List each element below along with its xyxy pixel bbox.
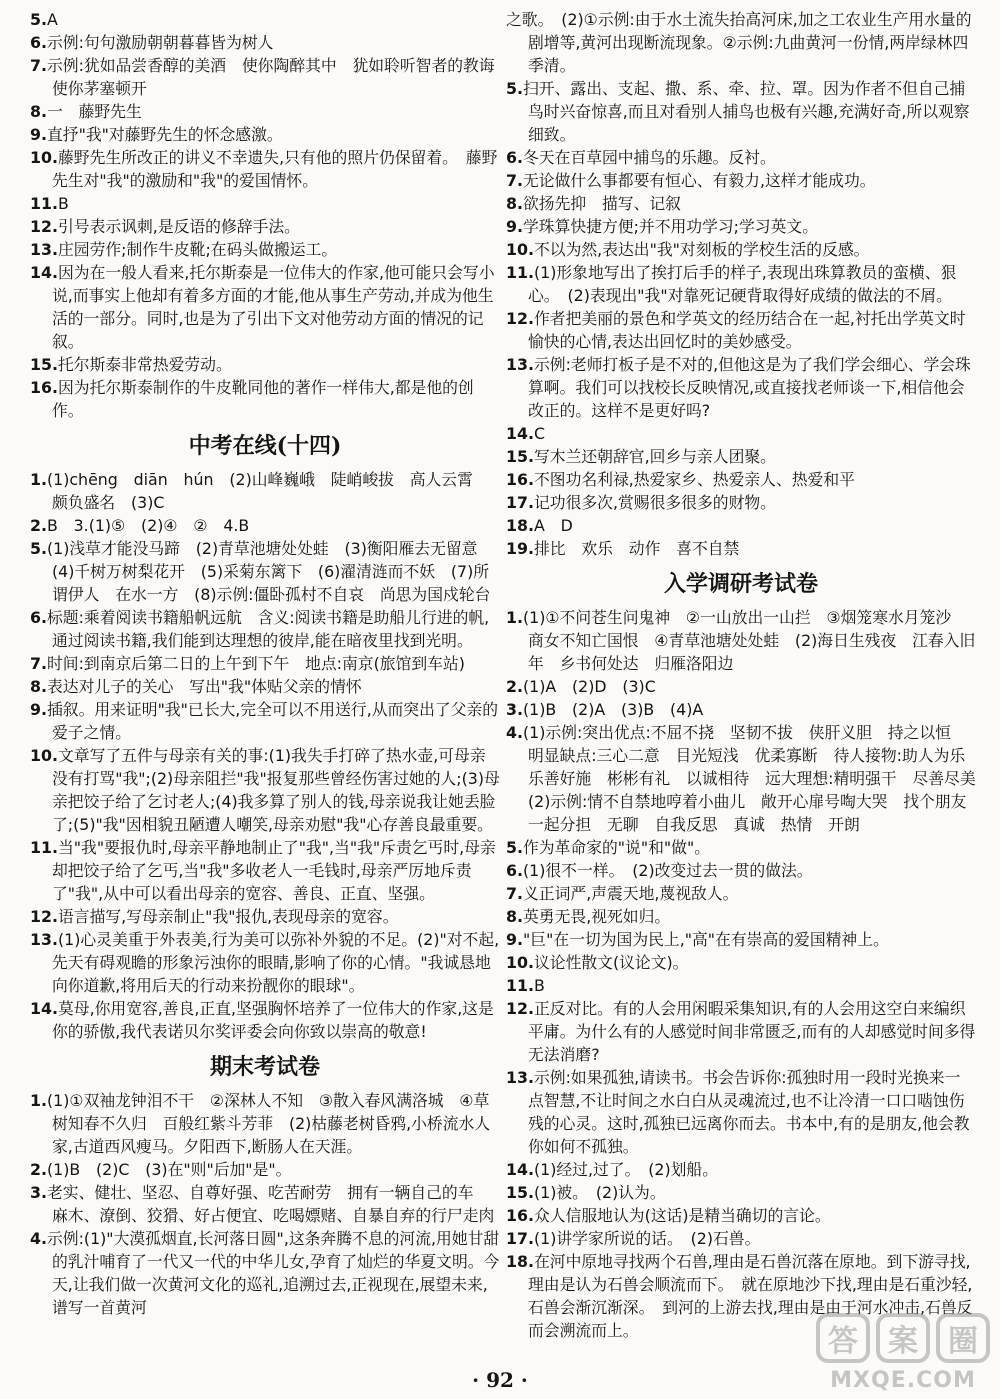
answer-text: 英勇无畏,视死如归。 <box>523 907 671 926</box>
answer-text: 众人信服地认为(这话)是精当确切的言论。 <box>533 1206 831 1225</box>
answer-item <box>506 1227 976 1250</box>
answer-text: 一 藤野先生 <box>47 102 142 121</box>
left-answer-column <box>30 8 511 1319</box>
answer-number: 11. <box>506 976 534 995</box>
answer-text: B <box>57 194 69 213</box>
answer-number: 1. <box>30 470 47 489</box>
watermark-logo-char-1: 答 <box>828 1324 858 1359</box>
answer-text: B <box>533 976 545 995</box>
answer-item <box>30 836 500 905</box>
answer-text: (1)被。 (2)认为。 <box>533 1183 666 1202</box>
watermark-url: MXQE.COM <box>830 1368 976 1393</box>
answer-text: 当"我"要报仇时,母亲平静地制止了"我",当"我"斥责乞丐时,母亲却把饺子给了乞丐,当"我"多收老人一毛钱时,母亲严厉地斥责了"我",从中可以看出母亲的宽容、善良、正直、坚强。 <box>52 838 496 903</box>
answer-number: 17. <box>506 493 534 512</box>
answer-number: 2. <box>30 1160 47 1179</box>
answer-number: 10. <box>506 953 534 972</box>
answer-number: 4. <box>506 723 523 742</box>
answer-number: 7. <box>506 171 523 190</box>
answer-number: 7. <box>30 654 47 673</box>
answer-number: 9. <box>506 930 523 949</box>
answer-text: (1)讲学家所说的话。 (2)石兽。 <box>533 1229 761 1248</box>
answer-text: (1)B (2)A (3)B (4)A <box>523 700 704 719</box>
answer-number: 18. <box>506 1252 534 1271</box>
answer-text: 示例:句句激励朝朝暮暮皆为树人 <box>47 33 274 52</box>
answer-item <box>506 215 976 238</box>
answer-text: 议论性散文(议论文)。 <box>533 953 689 972</box>
answer-item <box>506 146 976 169</box>
answer-number: 5. <box>30 10 47 29</box>
answer-number: 5. <box>506 838 523 857</box>
answer-text: 扫开、露出、支起、撒、系、牵、拉、罩。因为作者不但自己捕鸟时兴奋惊喜,而且对看别人捕鸟也极有兴趣,充满好奇,所以观察细致。 <box>523 79 970 144</box>
answer-number: 10. <box>30 148 58 167</box>
answer-number: 11. <box>30 838 58 857</box>
answer-number: 16. <box>506 470 534 489</box>
answer-text: A <box>47 10 58 29</box>
right-answer-column <box>506 8 992 1342</box>
answer-item <box>506 859 976 882</box>
answer-number: 13. <box>506 355 534 374</box>
answer-item <box>30 675 500 698</box>
answer-item <box>506 698 976 721</box>
answer-item <box>30 192 500 215</box>
answer-text: (1)①双袖龙钟泪不干 ②深林人不知 ③散入春风满洛城 ④草树知春不久归 百般红紫斗芳菲 (2)枯藤老树昏鸦,小桥流水人家,古道西风瘦马。夕阳西下,断肠人在天涯。 <box>47 1091 491 1156</box>
answer-number: 6. <box>506 148 523 167</box>
answer-item <box>30 1227 500 1319</box>
answer-item <box>30 261 500 353</box>
answer-text: A D <box>533 516 573 535</box>
answer-item <box>30 123 500 146</box>
answer-text: 因为在一般人看来,托尔斯泰是一位伟大的作家,他可能只会写小说,而事实上他却有着多方面的才能,他从事生产劳动,并成为他生活的一部分。同时,也是为了引出下文对他劳动方面的情况的记叙。 <box>52 263 495 351</box>
answer-text: 学珠算快捷方便;并不用功学习;学习英文。 <box>523 217 818 236</box>
answer-continuation <box>506 8 976 77</box>
answer-item <box>506 192 976 215</box>
page-number: · 92 · <box>472 1368 528 1392</box>
answer-item <box>30 353 500 376</box>
answer-text: (1)A (2)D (3)C <box>523 677 656 696</box>
site-watermark <box>814 1309 992 1393</box>
answer-number: 13. <box>506 1068 534 1087</box>
answer-number: 5. <box>30 539 47 558</box>
answer-number: 10. <box>506 240 534 259</box>
answer-item <box>30 100 500 123</box>
answer-number: 11. <box>506 263 534 282</box>
answer-text: 义正词严,声震天地,蔑视敌人。 <box>523 884 739 903</box>
section-heading: 中考在线(十四) <box>188 433 342 459</box>
answer-text: 老实、健壮、坚忍、自尊好强、吃苦耐劳 拥有一辆自己的车 麻木、潦倒、狡猾、好占便宜、吃喝嫖赌、自暴自弃的行尸走肉 <box>47 1183 495 1225</box>
answer-text: 直抒"我"对藤野先生的怀念感激。 <box>47 125 283 144</box>
answer-number: 16. <box>30 378 58 397</box>
answer-item <box>30 238 500 261</box>
answer-number: 19. <box>506 539 534 558</box>
answer-text: 莫母,你用宽容,善良,正直,坚强胸怀培养了一位伟大的作家,这是你的骄傲,我代表诺贝尔奖评委会向你致以崇高的敬意! <box>52 999 494 1041</box>
answer-number: 3. <box>30 1183 47 1202</box>
answer-item <box>30 537 500 606</box>
answer-item <box>506 836 976 859</box>
answer-number: 14. <box>506 1160 534 1179</box>
answer-text: (1)很不一样。 (2)改变过去一贯的做法。 <box>523 861 813 880</box>
watermark-logo-icon <box>814 1309 992 1367</box>
watermark-logo-char-2: 案 <box>888 1324 918 1359</box>
answer-text: 在河中原地寻找两个石兽,理由是石兽沉落在原地。到下游寻找,理由是认为石兽会顺流而下。 就在原地沙下找,理由是石重沙轻,石兽会渐沉渐深。 到河的上游去找,理由是由于河水冲击,石兽反而会溯流而上。 <box>528 1252 973 1340</box>
answer-item <box>30 1158 500 1181</box>
answer-item <box>506 307 976 353</box>
answer-item <box>506 169 976 192</box>
answer-text: 冬天在百草园中捕鸟的乐趣。反衬。 <box>523 148 776 167</box>
answer-text: (1)B (2)C (3)在"则"后加"是"。 <box>47 1160 292 1179</box>
answer-number: 11. <box>30 194 58 213</box>
answer-item <box>30 905 500 928</box>
answer-text: (1)经过,过了。 (2)划船。 <box>533 1160 719 1179</box>
answer-number: 15. <box>506 1183 534 1202</box>
answer-text: 时间:到南京后第二日的上午到下午 地点:南京(旅馆到车站) <box>47 654 465 673</box>
answer-item <box>30 31 500 54</box>
answer-number: 14. <box>30 263 58 282</box>
answer-item <box>506 77 976 146</box>
answer-text: 写木兰还朝辞官,回乡与亲人团聚。 <box>533 447 776 466</box>
answer-number: 15. <box>30 355 58 374</box>
answer-text: 文章写了五件与母亲有关的事:(1)我失手打碎了热水壶,可母亲没有打骂"我";(2)母亲阻拦"我"报复那些曾经伤害过她的人;(3)母亲把饺子给了乞讨老人;(4)我多算了别人的钱,母亲说我让她丢脸了;(5)"我"因相貌丑陋遭人嘲笑,母亲劝慰"我"心存善良最重要。 <box>52 746 500 834</box>
answer-item <box>30 468 500 514</box>
answer-number: 17. <box>506 1229 534 1248</box>
answer-text: 示例:如果孤独,请读书。书会告诉你:孤独时用一段时光换来一点智慧,不让时间之水白白从灵魂流过,也不让冷清一口口啮蚀伤残的心灵。这时,孤独已远离你而去。书本中,有的是朋友,他会教你如何不孤独。 <box>528 1068 970 1156</box>
answer-item <box>506 606 976 675</box>
answer-item <box>30 606 500 652</box>
answer-number: 6. <box>30 33 47 52</box>
answer-text: (1)示例:突出优点:不屈不挠 坚韧不拔 侠肝义胆 持之以恒 明显缺点:三心二意 目光短浅 优柔寡断 待人接物:助人为乐 乐善好施 彬彬有礼 以诚相待 远大理想:精明强干 尽善尽美 (2)示例:情不自禁地哼着小曲儿 敞开心扉号啕大哭 找个朋友一起分担 无聊 自我反思 真诚 热情 开朗 <box>523 723 992 834</box>
answer-text: 因为托尔斯泰制作的牛皮靴同他的著作一样伟大,都是他的创作。 <box>52 378 474 420</box>
answer-text: 排比 欢乐 动作 喜不自禁 <box>533 539 740 558</box>
answer-number: 18. <box>506 516 534 535</box>
answer-item <box>30 698 500 744</box>
answer-item <box>30 997 500 1043</box>
answer-number: 13. <box>30 930 58 949</box>
answer-number: 15. <box>506 447 534 466</box>
answer-item <box>506 422 976 445</box>
answer-number: 12. <box>506 309 534 328</box>
answer-number: 8. <box>30 102 47 121</box>
answer-text: 不图功名利禄,热爱家乡、热爱亲人、热爱和平 <box>533 470 855 489</box>
answer-item <box>506 468 976 491</box>
answer-item <box>506 997 976 1066</box>
answer-item <box>30 54 511 100</box>
answer-number: 14. <box>506 424 534 443</box>
answer-number: 7. <box>30 56 47 75</box>
answer-text: 正反对比。有的人会用闲暇采集知识,有的人会用这空白来编织平庸。为什么有的人感觉时间非常匮乏,而有的人却感觉时间多得无法消磨? <box>528 999 976 1064</box>
answer-text: (1)chēng diān hún (2)山峰巍峨 陡峭峻拔 高人云霄 颇负盛名 (3)C <box>47 470 489 512</box>
answer-text: 作为革命家的"说"和"做"。 <box>523 838 711 857</box>
answer-number: 9. <box>506 217 523 236</box>
answer-text: 示例:(1)"大漠孤烟直,长河落日圆",这条奔腾不息的河流,用她甘甜的乳汁哺育了一代又一代的中华儿女,孕育了灿烂的华夏文明。今天,让我们做一次黄河文化的巡礼,追溯过去,正视现在,展望未来,谱写一首黄河 <box>47 1229 500 1317</box>
answer-item <box>30 8 500 31</box>
answer-number: 9. <box>30 700 47 719</box>
answer-text: 示例:老师打板子是不对的,但他这是为了我们学会细心、学会珠算啊。我们可以找校长反映情况,或直接找老师谈一下,相信他会改正的。这样不是更好吗? <box>528 355 971 420</box>
answer-number: 12. <box>30 217 58 236</box>
answer-item <box>506 445 976 468</box>
answer-number: 6. <box>30 608 47 627</box>
answer-item <box>506 353 976 422</box>
answer-text: 标题:乘着阅读书籍船帆远航 含义:阅读书籍是助船儿行进的帆,通过阅读书籍,我们能到达理想的彼岸,能在暗夜里找到光明。 <box>47 608 490 650</box>
answer-item <box>506 675 976 698</box>
answer-text: (1)心灵美重于外表美,行为美可以弥补外貌的不足。(2)"对不起,先天有碍观瞻的形象污浊你的眼睛,影响了你的心情。"我诚恳地向你道歉,将用后天的行动来扮靓你的眼球"。 <box>52 930 500 995</box>
answer-number: 8. <box>506 194 523 213</box>
answer-text: 示例:犹如品尝香醇的美酒 使你陶醉其中 犹如聆听智者的教诲 使你茅塞顿开 <box>47 56 511 98</box>
answer-item <box>30 514 500 537</box>
answer-item <box>30 146 500 192</box>
answer-item <box>506 974 976 997</box>
answer-number: 9. <box>30 125 47 144</box>
answer-item <box>30 1089 500 1158</box>
answer-item <box>506 491 976 514</box>
answer-number: 13. <box>30 240 58 259</box>
answer-text: (1)①不问苍生问鬼神 ②一山放出一山拦 ③烟笼寒水月笼沙 商女不知亡国恨 ④青草池塘处处蛙 (2)海日生残夜 江春入旧年 乡书何处达 归雁洛阳边 <box>523 608 976 673</box>
answer-number: 2. <box>30 516 47 535</box>
answer-text: 庄园劳作;制作牛皮靴;在码头做搬运工。 <box>57 240 338 259</box>
answer-text: C <box>533 424 546 443</box>
answer-text: 插叙。用来证明"我"已长大,完全可以不用送行,从而突出了父亲的爱子之情。 <box>47 700 499 742</box>
answer-text: 表达对儿子的关心 写出"我"体贴父亲的情怀 <box>47 677 362 696</box>
answer-number: 1. <box>506 608 523 627</box>
answer-item <box>506 1158 976 1181</box>
answer-number: 5. <box>506 79 523 98</box>
answer-item <box>506 905 976 928</box>
watermark-logo-char-3: 圈 <box>948 1324 978 1359</box>
answer-item <box>506 1066 976 1158</box>
answer-item <box>506 1204 976 1227</box>
answer-number: 16. <box>506 1206 534 1225</box>
answer-text: (1)形象地写出了挨打后手的样子,表现出珠算教员的蛮横、狠心。 (2)表现出"我"对靠死记硬背取得好成绩的做法的不屑。 <box>528 263 957 305</box>
answer-text: 记功很多次,赏赐很多很多的财物。 <box>533 493 776 512</box>
answer-text: 托尔斯泰非常热爱劳动。 <box>57 355 232 374</box>
answer-item <box>30 376 500 422</box>
answer-number: 1. <box>30 1091 47 1110</box>
answer-text: 不以为然,表达出"我"对刻板的学校生活的反感。 <box>533 240 870 259</box>
answer-item <box>506 1181 976 1204</box>
answer-text: 之歌。 (2)①示例:由于水土流失抬高河床,加之工农业生产用水量的剧增等,黄河出现断流现象。②示例:九曲黄河一份情,两岸绿林四季清。 <box>506 10 972 75</box>
section-heading: 期末考试卷 <box>209 1054 320 1080</box>
answer-item <box>506 951 976 974</box>
answer-number: 14. <box>30 999 58 1018</box>
answer-number: 12. <box>506 999 534 1018</box>
answer-item <box>506 928 976 951</box>
answer-text: 作者把美丽的景色和学英文的经历结合在一起,衬托出学英文时愉快的心情,表达出回忆时的美妙感受。 <box>528 309 966 351</box>
answer-number: 10. <box>30 746 58 765</box>
answer-text: B 3.(1)⑤ (2)④ ② 4.B <box>47 516 250 535</box>
answer-text: 引号表示讽刺,是反语的修辞手法。 <box>57 217 300 236</box>
answer-text: 语言描写,写母亲制止"我"报仇,表现母亲的宽容。 <box>57 907 399 926</box>
answer-text: 欲扬先抑 描写、记叙 <box>523 194 681 213</box>
answer-item <box>506 721 992 836</box>
answer-number: 12. <box>30 907 58 926</box>
answer-item <box>30 652 500 675</box>
answer-number: 8. <box>30 677 47 696</box>
answer-number: 2. <box>506 677 523 696</box>
answer-text: (1)浅草才能没马蹄 (2)青草池塘处处蛙 (3)衡阳雁去无留意 (4)千树万树梨花开 (5)采菊东篱下 (6)濯清涟而不妖 (7)所谓伊人 在水一方 (8)示例:僵卧孤村不自哀 尚思为国戍轮台 <box>47 539 494 604</box>
answer-text: 无论做什么事都要有恒心、有毅力,这样才能成功。 <box>523 171 876 190</box>
answer-item <box>506 882 976 905</box>
answer-number: 6. <box>506 861 523 880</box>
answer-item <box>506 537 976 560</box>
answer-item <box>506 514 976 537</box>
answer-item <box>30 215 500 238</box>
answer-item <box>30 744 500 836</box>
answer-number: 8. <box>506 907 523 926</box>
answer-number: 4. <box>30 1229 47 1248</box>
answer-number: 3. <box>506 700 523 719</box>
answer-text: "巨"在一切为国为民上,"高"在有崇高的爱国精神上。 <box>523 930 889 949</box>
answer-item <box>506 261 976 307</box>
answer-item <box>506 238 976 261</box>
section-heading: 入学调研考试卷 <box>663 571 818 597</box>
answer-item <box>30 928 500 997</box>
answer-text: 藤野先生所改正的讲义不幸遗失,只有他的照片仍保留着。 藤野先生对"我"的激励和"我"的爱国情怀。 <box>52 148 498 190</box>
answer-number: 7. <box>506 884 523 903</box>
answer-item <box>30 1181 500 1227</box>
